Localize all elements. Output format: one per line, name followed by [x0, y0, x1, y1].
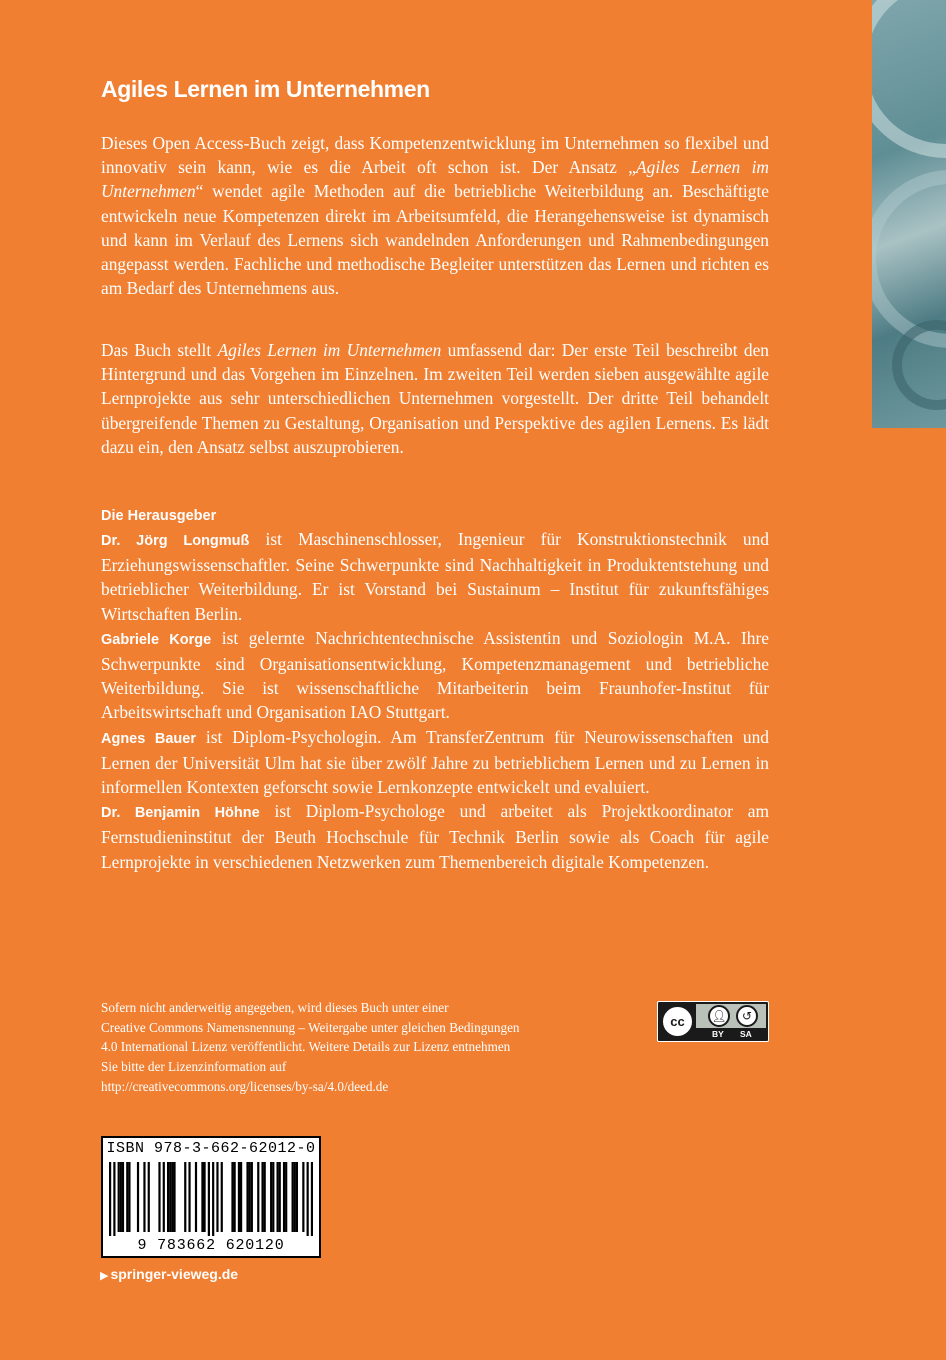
barcode-bar: [283, 1162, 285, 1232]
book-title: Agiles Lernen im Unternehmen: [101, 76, 430, 102]
barcode-bar: [231, 1162, 233, 1232]
license-line: 4.0 International Lizenz veröffentlicht. Weitere Details zur Lizenz entnehmen: [101, 1039, 511, 1055]
license-url: http://creativecommons.org/licenses/by-sa/4.0/deed.de: [101, 1078, 389, 1094]
barcode-bar: [120, 1162, 122, 1232]
barcode-bar: [216, 1162, 218, 1232]
barcode-bar: [276, 1162, 278, 1232]
barcode-bar: [246, 1162, 248, 1232]
barcode-bar: [221, 1162, 223, 1232]
barcode-bar: [292, 1162, 294, 1232]
barcode-bars: [109, 1162, 313, 1236]
barcode-bar: [302, 1162, 304, 1232]
barcode-bar: [137, 1162, 139, 1232]
barcode-bar: [270, 1162, 272, 1232]
isbn-label: ISBN 978-3-662-62012-0: [106, 1140, 316, 1157]
editors-heading: Die Herausgeber: [101, 508, 217, 524]
barcode-bar: [261, 1162, 263, 1232]
barcode-bar: [203, 1162, 205, 1232]
barcode-bar: [171, 1162, 173, 1232]
editor-entry: [101, 626, 769, 725]
barcode-bar: [167, 1162, 169, 1232]
sa-label: SA: [740, 1029, 752, 1039]
decorative-ring: [892, 320, 946, 410]
barcode-bar: [272, 1162, 274, 1232]
editor-bio: ist Diplom-Psychologin. Am TransferZentrum für Neurowissenschaften und Lernen der Universität Ulm hat sie über zwölf Jahre zu betrieblichem Lernen und zu Lernen in informellen Kontexten geforscht sowie Lernkonzepte entwickelt und evaluiert.: [101, 726, 769, 798]
barcode-bar: [251, 1162, 253, 1232]
isbn-barcode: [101, 1136, 321, 1258]
barcode-bar: [212, 1162, 214, 1236]
arrow-right-icon: ▶: [100, 1270, 109, 1282]
share-alike-icon: ↺: [736, 1005, 758, 1027]
barcode-bar: [122, 1162, 124, 1232]
barcode-bar: [240, 1162, 242, 1232]
barcode-bar: [143, 1162, 145, 1232]
cc-by-sa-badge: [657, 1001, 769, 1042]
barcode-bar: [188, 1162, 190, 1232]
by-label: BY: [712, 1029, 724, 1039]
barcode-bar: [109, 1162, 111, 1236]
editors-list: [101, 527, 769, 874]
editor-name: Dr. Benjamin Höhne: [101, 805, 260, 822]
editor-name: Gabriele Korge: [101, 631, 212, 648]
decorative-ring: [872, 0, 946, 158]
cc-logo-icon: cc: [661, 1005, 694, 1038]
barcode-bar: [163, 1162, 165, 1232]
barcode-bar: [158, 1162, 160, 1232]
barcode-bar: [285, 1162, 287, 1232]
license-notice: [101, 998, 621, 1097]
license-line: Sie bitte der Lizenzinformation auf: [101, 1059, 287, 1075]
book-title-italic: Agiles Lernen im Unternehmen: [217, 340, 442, 360]
barcode-bar: [264, 1162, 266, 1232]
barcode-bar: [148, 1162, 150, 1232]
barcode-bar: [128, 1162, 130, 1232]
license-line: Creative Commons Namensnennung – Weitergabe unter gleichen Bedingungen: [101, 1019, 520, 1035]
barcode-bar: [113, 1162, 115, 1236]
barcode-bar: [257, 1162, 259, 1232]
barcode-bar: [279, 1162, 281, 1232]
publisher-url: springer-vieweg.de: [110, 1266, 239, 1282]
description-paragraph-2: [101, 338, 769, 459]
barcode-bar: [173, 1162, 175, 1232]
license-line: Sofern nicht anderweitig angegeben, wird dieses Buch unter einer: [101, 1000, 449, 1015]
barcode-bar: [184, 1162, 186, 1232]
paragraph-text: umfassend dar: Der erste Teil beschreibt den Hintergrund und das Vorgehen im Einzelnen. Im zweiten Teil werden sieben ausgewählte agile Lernprojekte aus sehr unterschiedlichen Unternehmen vorgestellt. Der dritte Teil behandelt übergreifende Themen zu Gestaltung, Organisation und Perspektive des agilen Lernens. Es lädt dazu ein, den Ansatz selbst auszuprobieren.: [101, 340, 770, 457]
barcode-bar: [296, 1162, 298, 1232]
editor-name: Dr. Jörg Longmuß: [101, 533, 250, 549]
barcode-bar: [234, 1162, 236, 1232]
editor-name: Agnes Bauer: [101, 730, 196, 747]
paragraph-text: Das Buch stellt: [101, 340, 218, 360]
barcode-bar: [238, 1162, 240, 1232]
editor-bio: ist Maschinenschlosser, Ingenieur für Konstruktionstechnik und Erziehungswissenschaftler. Seine Schwerpunkte sind Nachhaltigkeit in Produktentstehung und betrieblicher Weiterbildung. Er ist Vorstand bei Sustainum – Institut für zukunftsfähiges Wirtschaften Berlin.: [101, 529, 769, 624]
editor-bio: ist gelernte Nachrichtentechnische Assistentin und Soziologin M.A. Ihre Schwerpunkte sind Organisationsentwicklung, Kompetenzmanagement und betriebliche Weiterbildung. Sie ist wissenschaftliche Mitarbeiterin beim Fraunhofer-Institut für Arbeitswirtschaft und Organisation IAO Stuttgart.: [101, 627, 769, 723]
paragraph-text: “ wendet agile Methoden auf die betriebliche Weiterbildung an. Beschäftigte entwickeln neue Kompetenzen direkt im Arbeitsumfeld, die Herangehensweise ist dynamisch und kann im Verlauf des Lernens sich wandelnden Anforderungen und Rahmenbedingungen angepasst werden. Fachliche und methodische Begleiter unterstützen das Lernen und richten es am Bedarf des Unternehmens aus.: [101, 181, 769, 299]
barcode-bar: [195, 1162, 197, 1232]
editor-entry: [101, 527, 769, 626]
person-icon: 👤︎: [708, 1005, 730, 1027]
barcode-bar: [249, 1162, 251, 1232]
barcode-bar: [118, 1162, 120, 1232]
barcode-bar: [307, 1162, 309, 1236]
barcode-bar: [169, 1162, 171, 1232]
paragraph-text: Dieses Open Access-Buch zeigt, dass Kompetenzentwicklung im Unternehmen so flexibel und innovativ sein kann, wie es die Arbeit oft schon ist. Der Ansatz „: [101, 133, 769, 178]
editor-entry: [101, 725, 769, 800]
barcode-bar: [208, 1162, 210, 1236]
barcode-digits: 9 783662 620120: [137, 1237, 285, 1254]
description-paragraph-1: [101, 131, 769, 300]
barcode-bar: [201, 1162, 203, 1232]
barcode-bar: [126, 1162, 128, 1232]
book-title-italic: Agiles Lernen im Unternehmen: [101, 157, 769, 202]
publisher-link[interactable]: [100, 1264, 238, 1286]
cover-photo-strip: [872, 0, 946, 428]
barcode-bar: [311, 1162, 313, 1236]
editor-bio: ist Diplom-Psychologe und arbeitet als Projektkoordinator am Fernstudieninstitut der Beuth Hochschule für Technik Berlin sowie als Coach für agile Lernprojekte in verschiedenen Netzwerken zum Themenbereich digitale Kompetenzen.: [101, 801, 769, 872]
barcode-bar: [294, 1162, 296, 1232]
editor-entry: [101, 799, 769, 874]
